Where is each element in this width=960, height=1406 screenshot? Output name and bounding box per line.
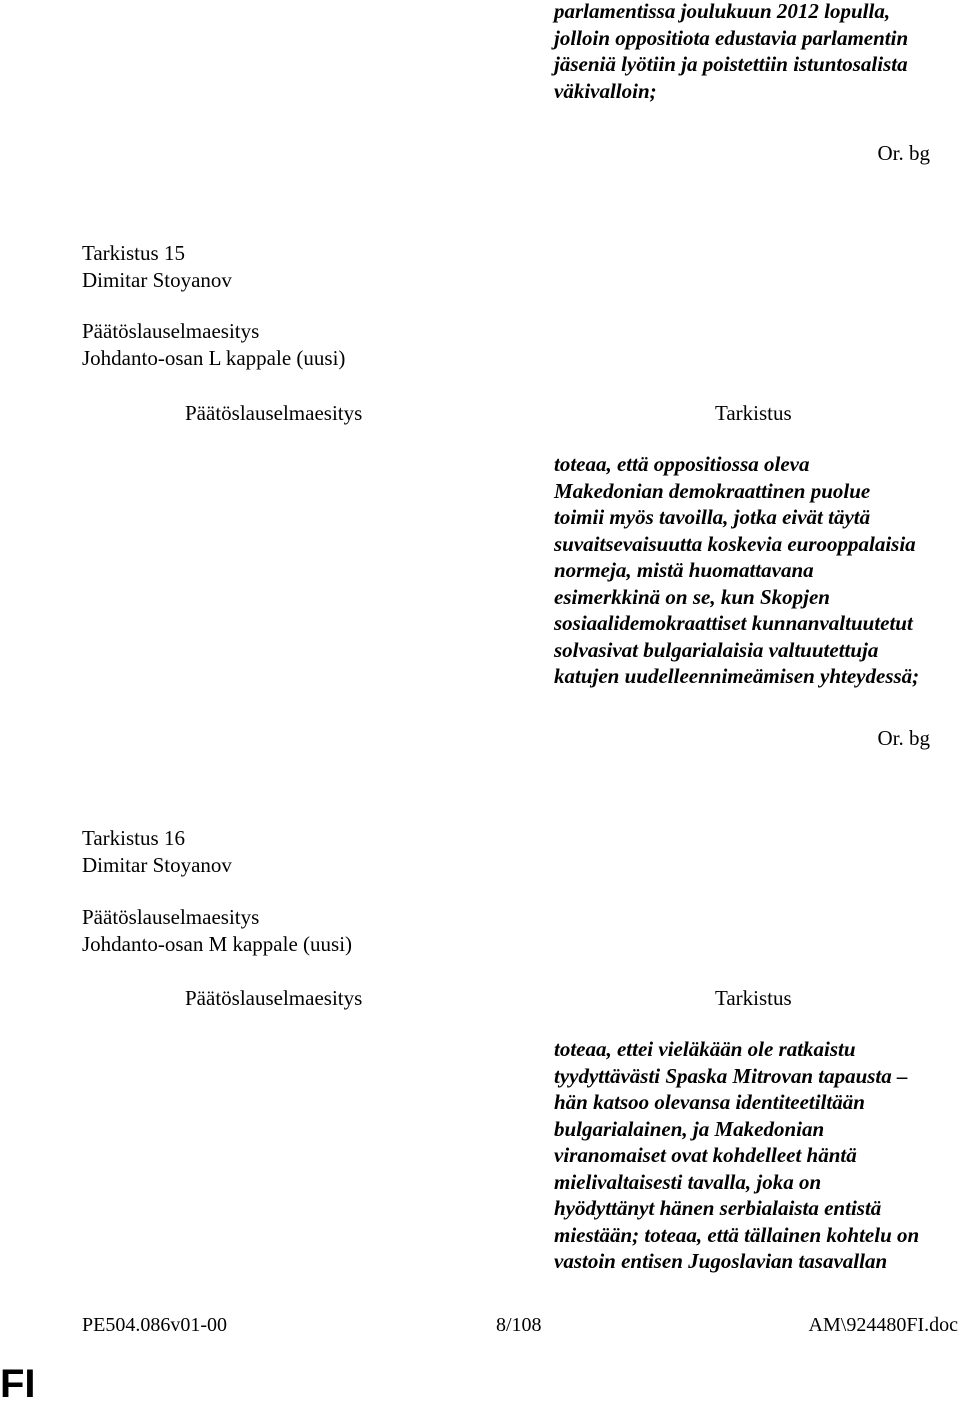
- text-line: parlamentissa joulukuun 2012 lopulla,: [554, 0, 891, 23]
- text-line: suvaitsevaisuutta koskevia eurooppalaisia: [554, 531, 916, 556]
- amendment-16-header: [82, 825, 232, 878]
- amendment-number: Tarkistus 16: [82, 826, 185, 850]
- text-line: miestään; toteaa, että tällainen kohtelu on: [554, 1222, 920, 1247]
- footer-page-number: 8/108: [496, 1314, 542, 1336]
- amendment-16-reference: [82, 904, 352, 957]
- text-line: solvasivat bulgarialaisia valtuutettuja: [554, 637, 879, 662]
- language-marker: Or. bg: [877, 141, 930, 165]
- document-type: Päätöslauselmaesitys: [82, 905, 260, 929]
- text-line: toteaa, että oppositiossa oleva: [554, 452, 810, 476]
- text-line: bulgarialainen, ja Makedonian: [554, 1116, 825, 1141]
- right-column-header: Tarkistus: [715, 986, 792, 1010]
- amendment-author: Dimitar Stoyanov: [82, 267, 232, 292]
- document-location: Johdanto-osan M kappale (uusi): [82, 931, 353, 956]
- footer-doc-ref: PE504.086v01-00: [82, 1314, 227, 1336]
- amendment-15-reference: [82, 318, 345, 371]
- text-line: tyydyttävästi Spaska Mitrovan tapausta –: [554, 1063, 908, 1088]
- text-line: vastoin entisen Jugoslavian tasavallan: [554, 1249, 888, 1273]
- text-line: toimii myös tavoilla, jotka eivät täytä: [554, 505, 871, 529]
- language-code: FI: [0, 1362, 36, 1406]
- amendment-number: Tarkistus 15: [82, 241, 185, 265]
- amendment-15-text: [554, 451, 919, 690]
- text-line: Makedonian demokraattinen puolue: [554, 478, 871, 503]
- right-column-header: Tarkistus: [715, 401, 792, 425]
- left-column-header: Päätöslauselmaesitys: [185, 986, 363, 1010]
- text-line: toteaa, ettei vieläkään ole ratkaistu: [554, 1037, 856, 1061]
- text-line: sosiaalidemokraattiset kunnanvaltuutetut: [554, 611, 913, 635]
- continued-amendment-text: [554, 0, 908, 104]
- language-marker: Or. bg: [877, 726, 930, 750]
- footer-file-name: AM\924480FI.doc: [808, 1314, 958, 1336]
- text-line: katujen uudelleennimeämisen yhteydessä;: [554, 664, 920, 688]
- text-line: hän katsoo olevansa identiteetiltään: [554, 1090, 865, 1114]
- document-location: Johdanto-osan L kappale (uusi): [82, 345, 346, 370]
- text-line: hyödyttänyt hänen serbialaista entistä: [554, 1196, 882, 1220]
- text-line: jolloin oppositiota edustavia parlamentin: [554, 25, 909, 50]
- amendment-author: Dimitar Stoyanov: [82, 852, 232, 877]
- text-line: normeja, mistä huomattavana: [554, 558, 814, 582]
- text-line: mielivaltaisesti tavalla, joka on: [554, 1169, 822, 1194]
- text-line: väkivalloin;: [554, 78, 657, 103]
- text-line: esimerkkinä on se, kun Skopjen: [554, 584, 830, 609]
- amendment-15-header: [82, 240, 232, 293]
- text-line: jäseniä lyötiin ja poistettiin istuntosalista: [554, 52, 908, 76]
- amendment-16-text: [554, 1036, 919, 1275]
- text-line: viranomaiset ovat kohdelleet häntä: [554, 1143, 857, 1167]
- left-column-header: Päätöslauselmaesitys: [185, 401, 363, 425]
- document-type: Päätöslauselmaesitys: [82, 319, 260, 343]
